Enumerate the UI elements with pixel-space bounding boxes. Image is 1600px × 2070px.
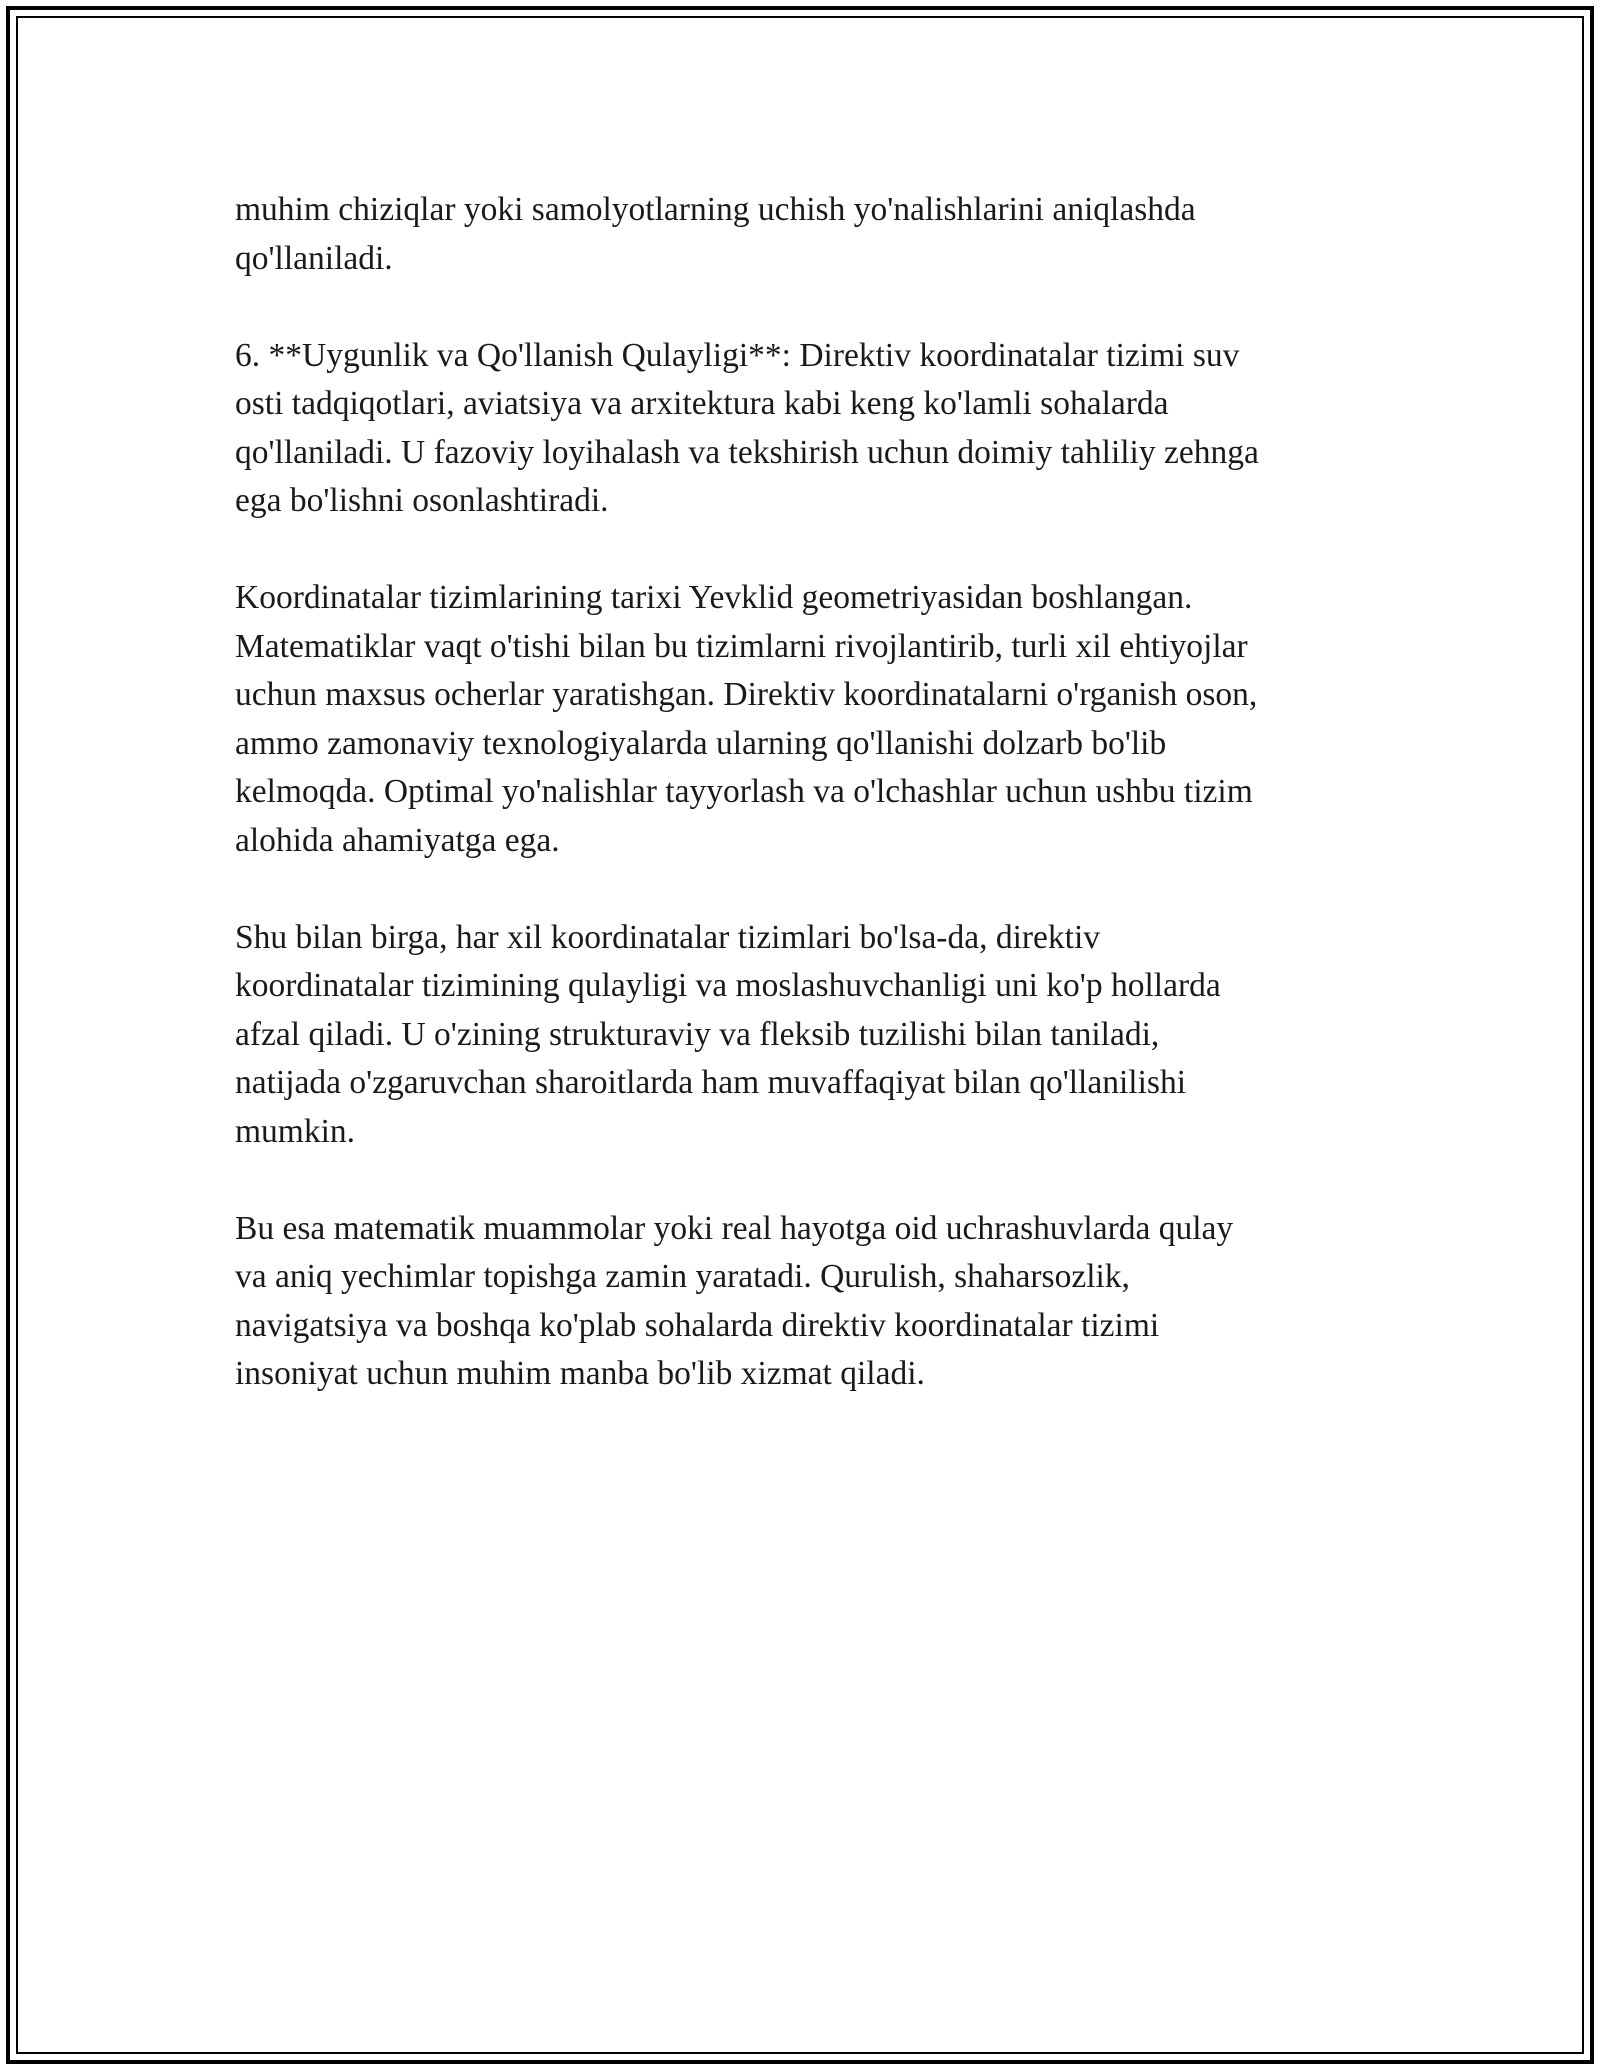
paragraph-list-item-6: 6. **Uygunlik va Qo'llanish Qulayligi**: Direktiv koordinatalar tizimi suv osti tadqiqotlari, aviatsiya va arxitektura kabi keng ko'lamli sohalarda qo'llaniladi. U fazoviy loyihalash va tekshirish uchun doimiy tahliliy zehnga ega bo'lishni osonlashtiradi.: [235, 336, 1259, 519]
document-body: [235, 186, 1375, 1447]
paragraph-continuation: muhim chiziqlar yoki samolyotlarning uchish yo'nalishlarini aniqlashda qo'llaniladi.: [235, 191, 1196, 277]
paragraph-advantages: Shu bilan birga, har xil koordinatalar tizimlari bo'lsa-da, direktiv koordinatalar tizimining qulayligi va moslashuvchanligi uni ko'p hollarda afzal qiladi. U o'zining strukturaviy va fleksib tuzilishi bilan taniladi, natijada o'zgaruvchan sharoitlarda ham muvaffaqiyat bilan qo'llanilishi mumkin.: [235, 918, 1221, 1150]
paragraph-history: Koordinatalar tizimlarining tarixi Yevklid geometriyasidan boshlangan. Matematiklar vaqt o'tishi bilan bu tizimlarni rivojlantirib, turli xil ehtiyojlar uchun maxsus ocherlar yaratishgan. Direktiv koordinatalarni o'rganish oson, ammo zamonaviy texnologiyalarda ularning qo'llanishi dolzarb bo'lib kelmoqda. Optimal yo'nalishlar tayyorlash va o'lchashlar uchun ushbu tizim alohida ahamiyatga ega.: [235, 579, 1258, 859]
paragraph-conclusion: Bu esa matematik muammolar yoki real hayotga oid uchrashuvlarda qulay va aniq yechimlar topishga zamin yaratadi. Qurulish, shaharsozlik, navigatsiya va boshqa ko'plab sohalarda direktiv koordinatalar tizimi insoniyat uchun muhim manba bo'lib xizmat qiladi.: [235, 1209, 1234, 1392]
